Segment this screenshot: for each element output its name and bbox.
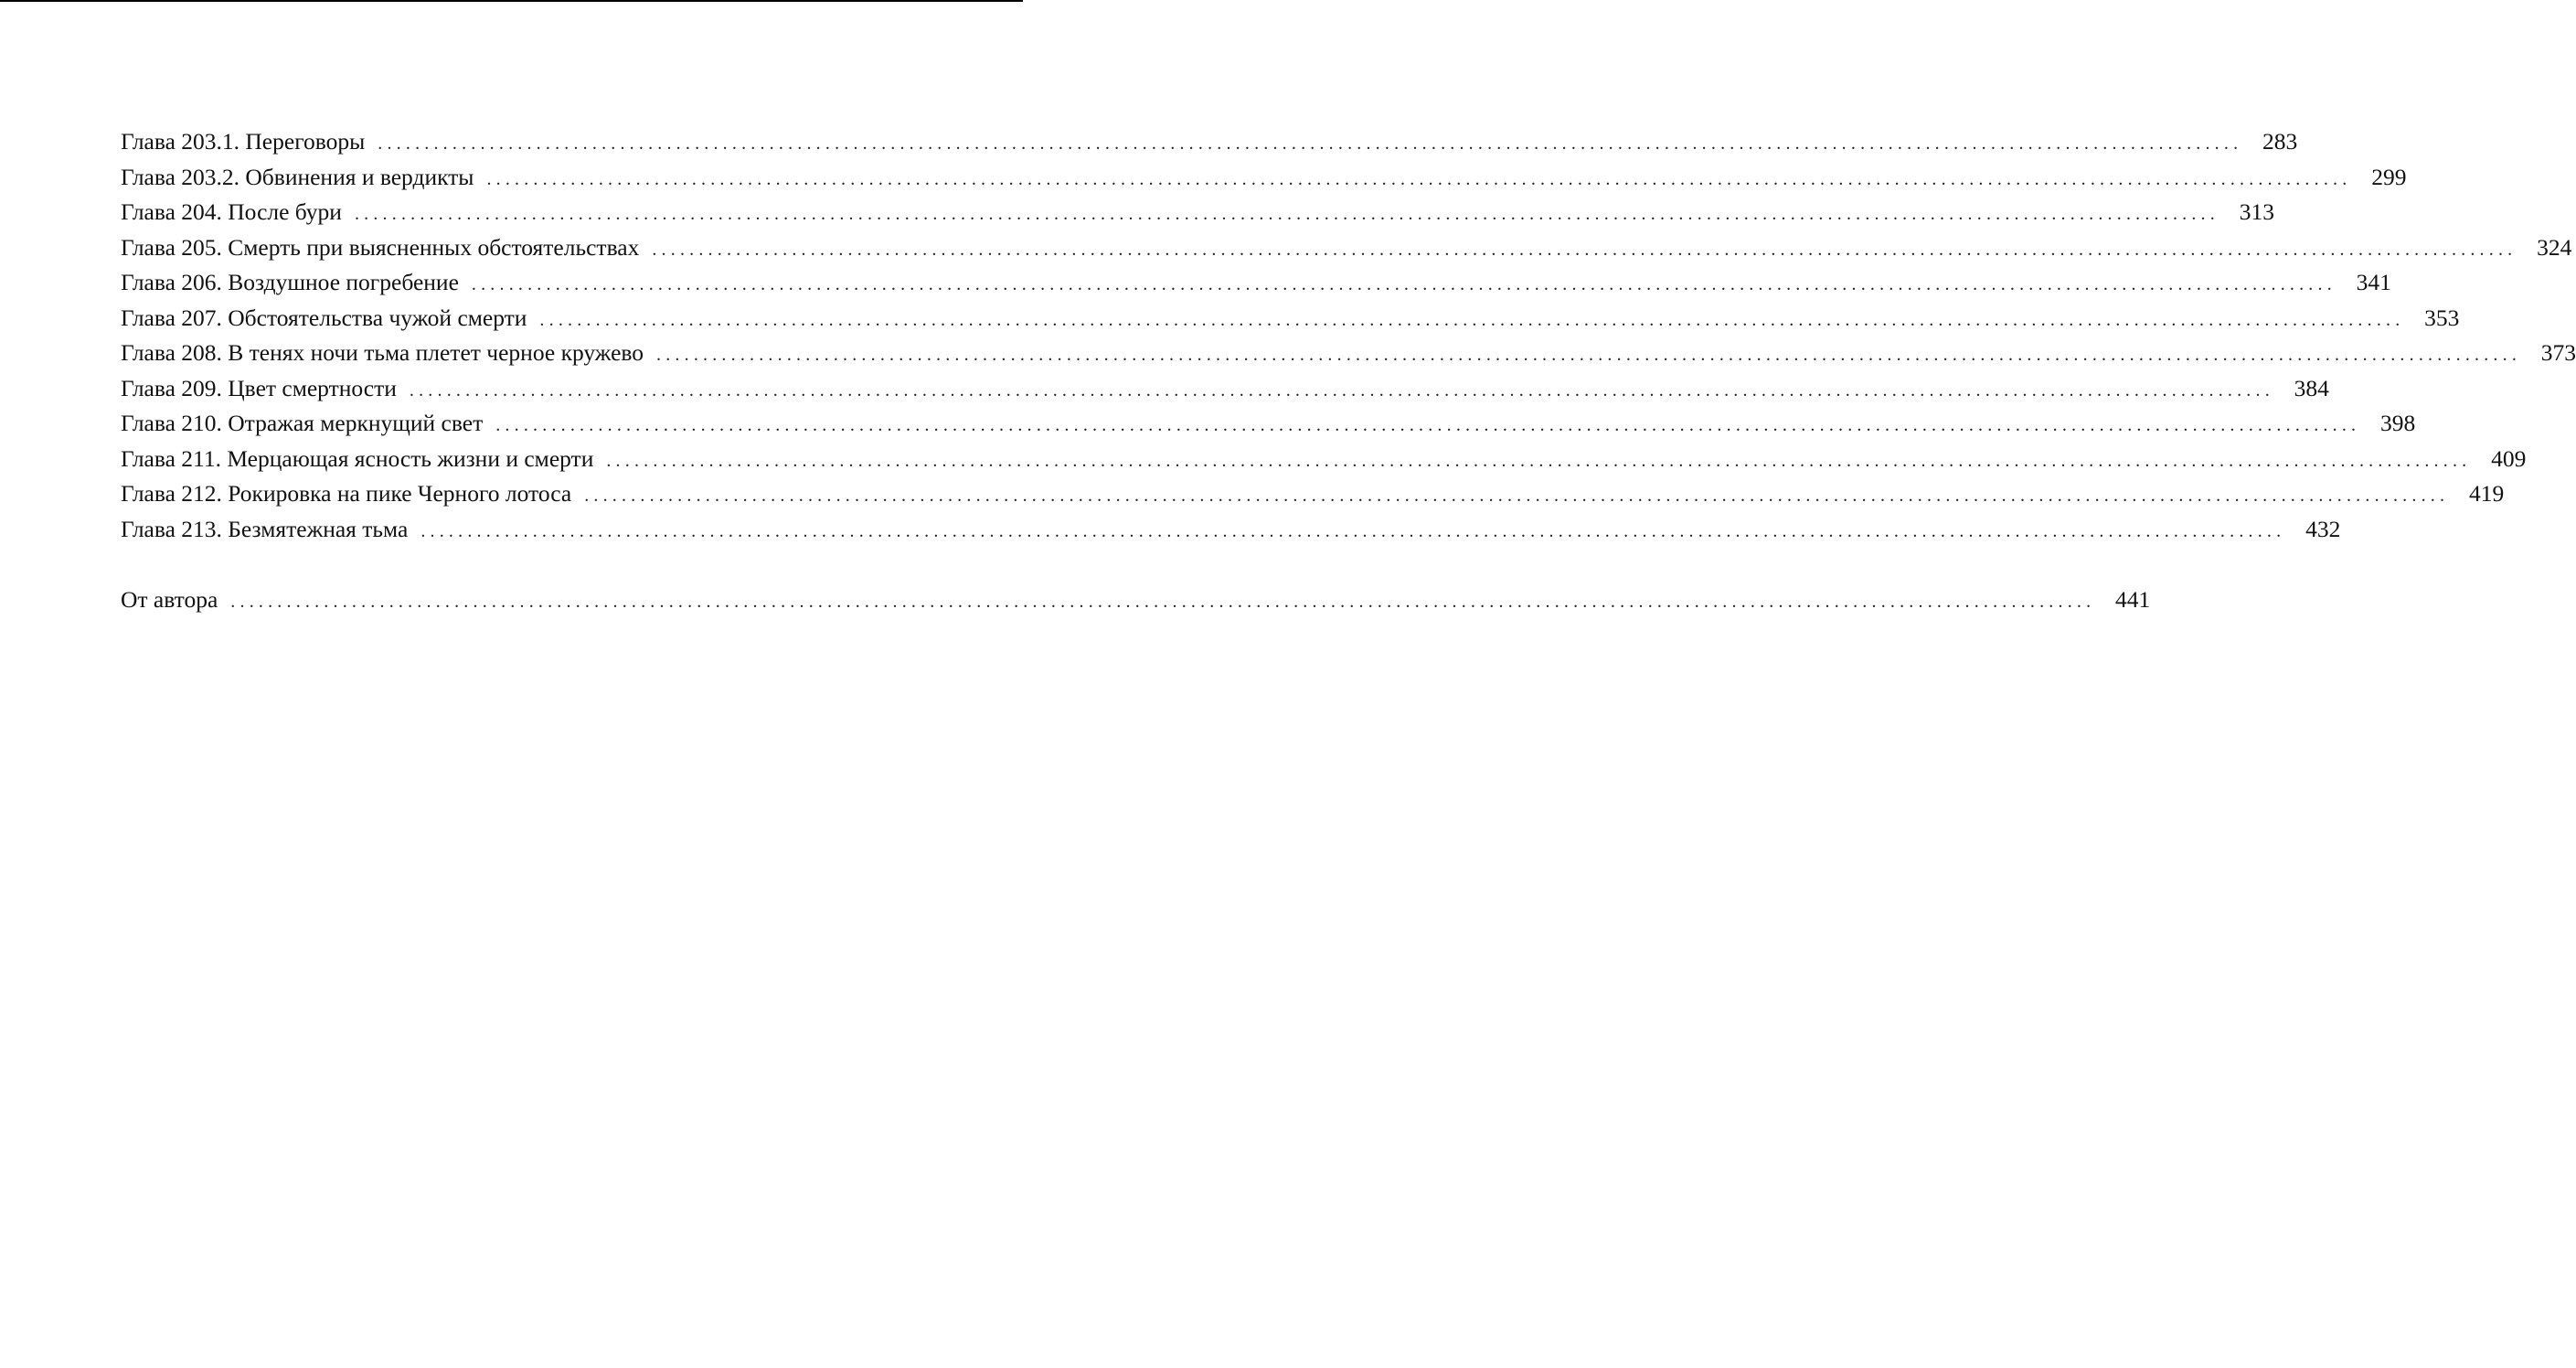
toc-entry-title: Глава 203.2. Обвинения и вердикты xyxy=(121,160,486,196)
dot-leader: ........................................................................................................................................................................................................ xyxy=(471,274,2336,294)
toc-entry-page: 398 xyxy=(2379,410,2416,436)
toc-entry-title: Глава 209. Цвет смертности xyxy=(121,371,410,407)
dot-leader: ........................................................................................................................................................................................................ xyxy=(606,450,2472,471)
dot-leader: ........................................................................................................................................................................................................ xyxy=(584,486,2450,506)
toc-entry-page: 409 xyxy=(2491,444,2527,472)
toc-entry[interactable] xyxy=(121,230,2572,266)
toc-entry-title: Глава 211. Мерцающая ясность жизни и смерти xyxy=(121,442,606,477)
dot-leader: ........................................................................................................................................................................................................ xyxy=(656,345,2522,365)
toc-entry-page: 283 xyxy=(2262,128,2298,155)
toc-entry[interactable] xyxy=(121,195,2274,230)
toc-entry-title: Глава 212. Рокировка на пике Черного лотоса xyxy=(121,476,584,512)
toc-entry-page: 384 xyxy=(2294,374,2329,401)
toc-entry[interactable] xyxy=(121,476,2505,512)
toc-entry-title: Глава 213. Безмятежная тьма xyxy=(121,512,420,548)
toc-entry-page: 432 xyxy=(2305,515,2341,542)
dot-leader: ........................................................................................................................................................................................................ xyxy=(495,415,2361,435)
toc-entry-title: Глава 205. Смерть при выясненных обстоятельствах xyxy=(121,230,652,266)
toc-entry-title: Глава 206. Воздушное погребение xyxy=(121,265,472,301)
toc-entry-afterword[interactable] xyxy=(121,582,2151,618)
toc-entry[interactable] xyxy=(121,371,2329,407)
toc-entry-page: 324 xyxy=(2537,233,2572,261)
toc-entry-title: Глава 204. После бури xyxy=(121,195,355,230)
toc-entry[interactable] xyxy=(121,160,2407,196)
toc-entry[interactable] xyxy=(121,442,2527,477)
toc-entry-page: 441 xyxy=(2115,585,2151,613)
toc-entry[interactable] xyxy=(121,265,2391,301)
dot-leader: ........................................................................................................................................................................................................ xyxy=(539,309,2405,330)
dot-leader: ........................................................................................................................................................................................................ xyxy=(378,134,2243,154)
toc-entry[interactable] xyxy=(121,301,2460,337)
toc-entry-page: 373 xyxy=(2540,339,2576,366)
toc-entry-page: 313 xyxy=(2239,198,2274,225)
dot-leader: ........................................................................................................................................................................................................ xyxy=(409,379,2274,401)
dot-leader: ........................................................................................................................................................................................................ xyxy=(652,239,2517,260)
toc-entry[interactable] xyxy=(121,336,2576,371)
toc-entry[interactable] xyxy=(121,406,2416,442)
toc-entry-page: 341 xyxy=(2356,269,2391,295)
toc-entry-page: 353 xyxy=(2424,304,2460,331)
toc-entry-page: 299 xyxy=(2371,163,2407,190)
toc-entry-title: Глава 203.1. Переговоры xyxy=(121,124,378,160)
toc-entry-title: От автора xyxy=(121,582,230,618)
toc-entry[interactable] xyxy=(121,124,2298,160)
table-of-contents xyxy=(121,124,2576,617)
dot-leader: ........................................................................................................................................................................................................ xyxy=(420,520,2286,541)
section-spacer xyxy=(121,547,891,582)
toc-entry-page: 419 xyxy=(2468,480,2505,507)
top-border-rule xyxy=(0,0,1023,2)
dot-leader: ........................................................................................................................................................................................................ xyxy=(486,168,2352,189)
toc-entry-title: Глава 210. Отражая меркнущий свет xyxy=(121,406,495,442)
dot-leader: ........................................................................................................................................................................................................ xyxy=(230,591,2096,612)
toc-entry-title: Глава 207. Обстоятельства чужой смерти xyxy=(121,301,539,337)
dot-leader: ........................................................................................................................................................................................................ xyxy=(354,204,2219,224)
toc-entry-title: Глава 208. В тенях ночи тьма плетет черное кружево xyxy=(121,336,656,371)
toc-entry[interactable] xyxy=(121,512,2341,548)
